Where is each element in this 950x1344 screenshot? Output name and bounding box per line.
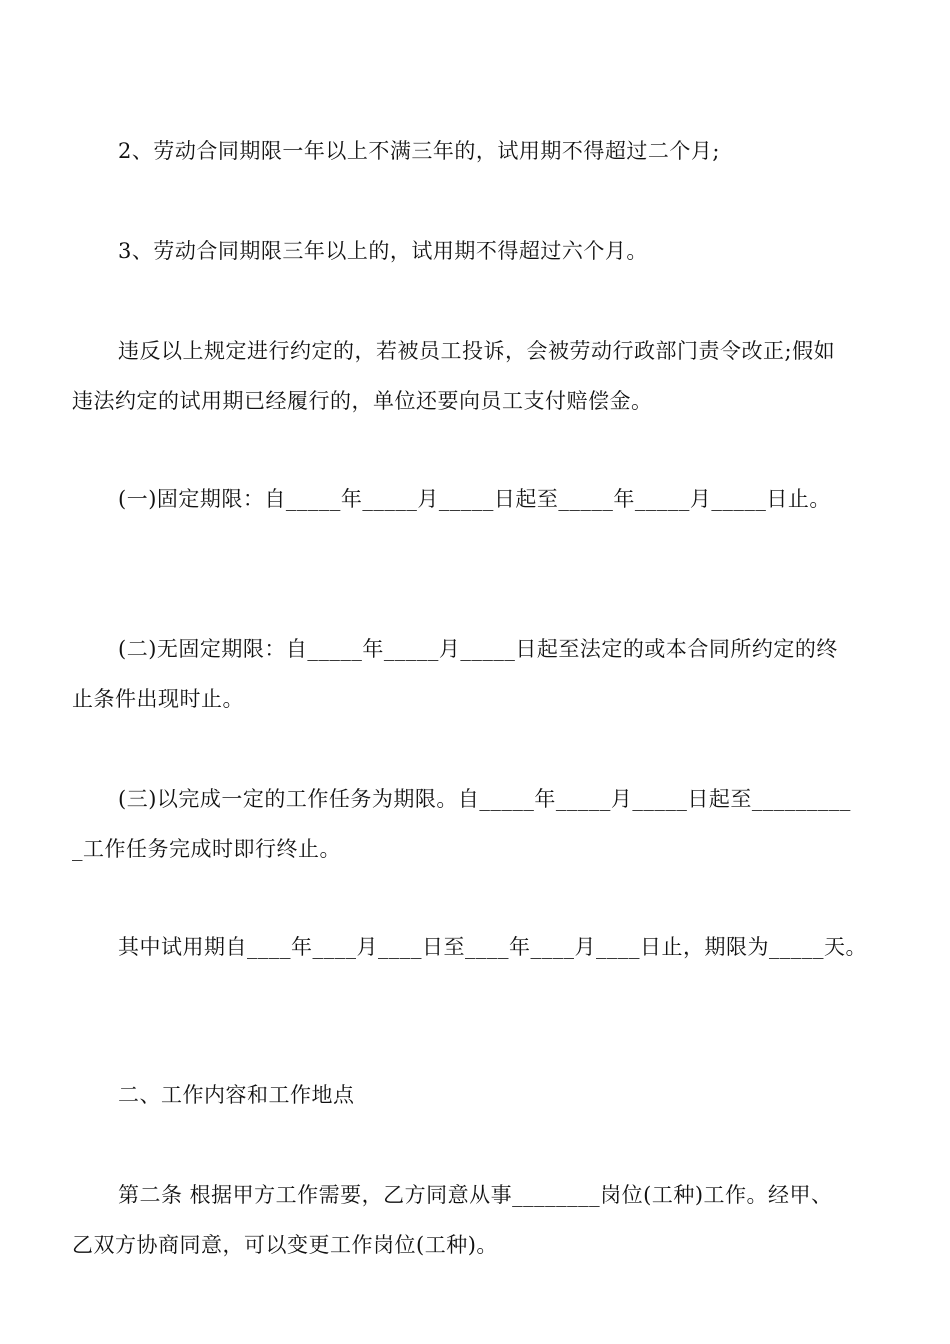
text-line: (二)无固定期限：自_____年_____月_____日起至法定的或本合同所约定的终 (118, 637, 838, 661)
text-line: 乙双方协商同意，可以变更工作岗位(工种)。 (72, 1233, 498, 1257)
text-line: (一)固定期限：自_____年_____月_____日起至_____年_____月_____日止。 (118, 487, 831, 511)
text-line: (三)以完成一定的工作任务为期限。自_____年_____月_____日起至_________ (118, 787, 851, 811)
text-line: 二、工作内容和工作地点 (118, 1083, 355, 1107)
section-heading (118, 1070, 355, 1120)
text-line: _工作任务完成时即行终止。 (72, 837, 341, 861)
paragraph-probation-limit-2 (118, 126, 720, 176)
paragraph-violation-note (72, 326, 835, 426)
paragraph-probation-limit-3 (118, 226, 648, 276)
text-line: 违法约定的试用期已经履行的，单位还要向员工支付赔偿金。 (72, 389, 653, 413)
paragraph-article-two (72, 1170, 833, 1270)
paragraph-term-task (72, 774, 851, 874)
text-line: 第二条 根据甲方工作需要，乙方同意从事________岗位(工种)工作。经甲、 (118, 1183, 833, 1207)
text-line: 违反以上规定进行约定的，若被员工投诉，会被劳动行政部门责令改正;假如 (118, 339, 836, 363)
text-line: 2、劳动合同期限一年以上不满三年的，试用期不得超过二个月; (118, 139, 720, 163)
text-line: 3、劳动合同期限三年以上的，试用期不得超过六个月。 (118, 239, 648, 263)
text-line: 止条件出现时止。 (72, 687, 244, 711)
paragraph-term-open (72, 624, 838, 724)
text-line: 其中试用期自____年____月____日至____年____月____日止，期限为_____天。 (118, 935, 867, 959)
paragraph-probation-period (118, 922, 867, 972)
paragraph-term-fixed (118, 474, 831, 524)
